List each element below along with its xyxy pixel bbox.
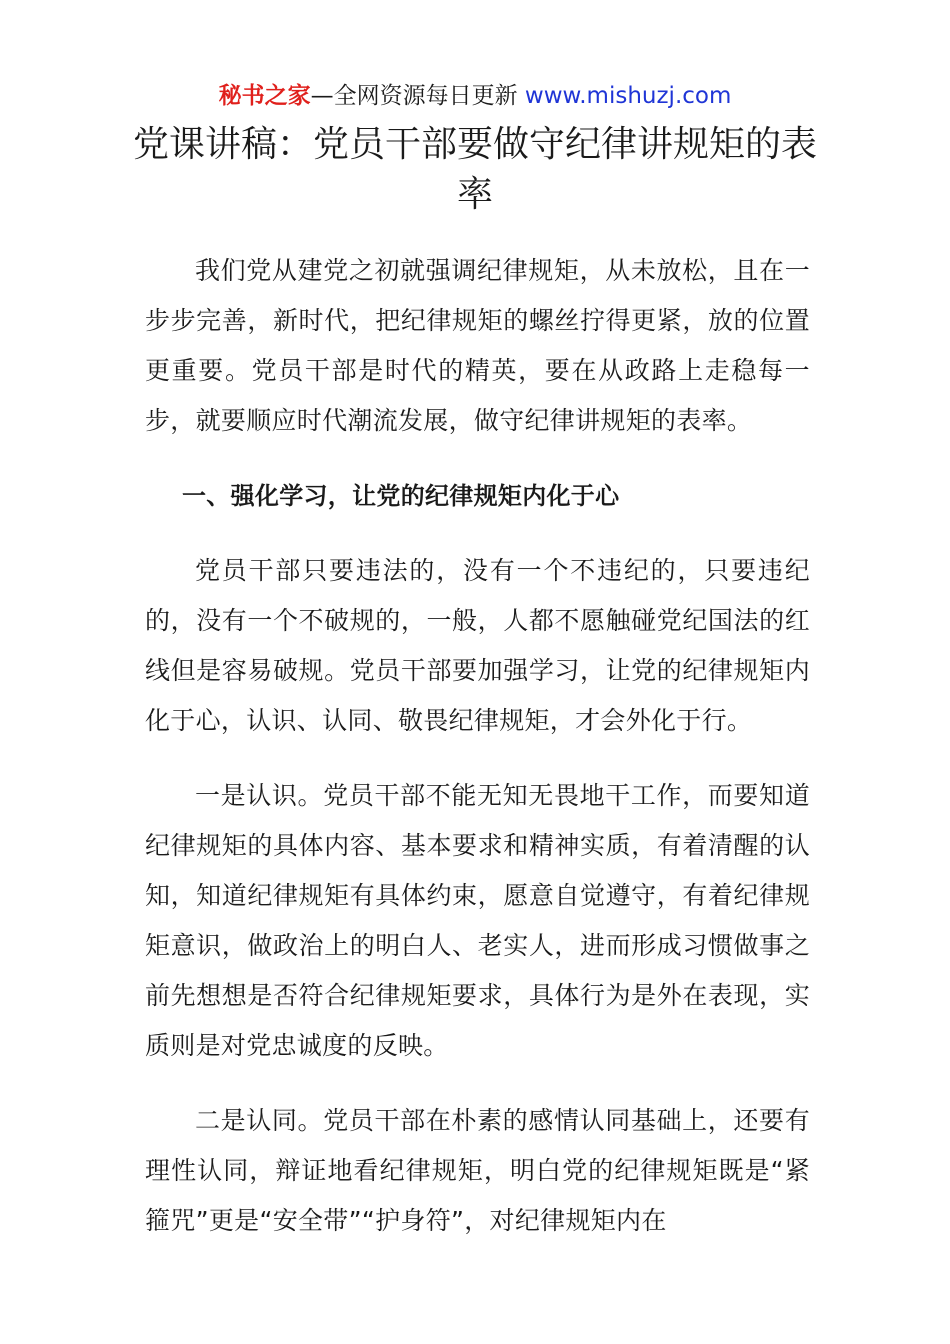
body-paragraph: 党员干部只要违法的，没有一个不违纪的，只要违纪的，没有一个不破规的，一般，人都不愿触碰党纪国法的红线但是容易破规。党员干部要加强学习，让党的纪律规矩内化于心，认识、认同、敬畏纪律规矩，才会外化于行。: [145, 556, 810, 735]
brand-name: 秘书之家: [218, 83, 311, 109]
intro-paragraph: 我们党从建党之初就强调纪律规矩，从未放松，且在一步步完善，新时代，把纪律规矩的螺丝拧得更紧，放的位置更重要。党员干部是时代的精英，要在从政路上走稳每一步，就要顺应时代潮流发展，做守纪律讲规矩的表率。: [145, 256, 810, 435]
header-slogan: —全网资源每日更新: [310, 83, 518, 109]
body-paragraph-identification: 二是认同。党员干部在朴素的感情认同基础上，还要有理性认同，辩证地看纪律规矩，明白党的纪律规矩既是“紧箍咒”更是“安全带”“护身符”，对纪律规矩内在: [145, 1106, 810, 1235]
document-title: 党课讲稿：党员干部要做守纪律讲规矩的表率: [132, 124, 817, 215]
website-link[interactable]: www.mishuzj.com: [524, 83, 732, 109]
body-paragraph-recognition: 一是认识。党员干部不能无知无畏地干工作，而要知道纪律规矩的具体内容、基本要求和精神实质，有着清醒的认知，知道纪律规矩有具体约束，愿意自觉遵守，有着纪律规矩意识，做政治上的明白人、老实人，进而形成习惯做事之前先想想是否符合纪律规矩要求，具体行为是外在表现，实质则是对党忠诚度的反映。: [145, 781, 810, 1060]
document-body: [145, 246, 810, 1271]
site-header: [0, 80, 950, 112]
section-heading: 一、强化学习，让党的纪律规矩内化于心: [182, 482, 620, 510]
